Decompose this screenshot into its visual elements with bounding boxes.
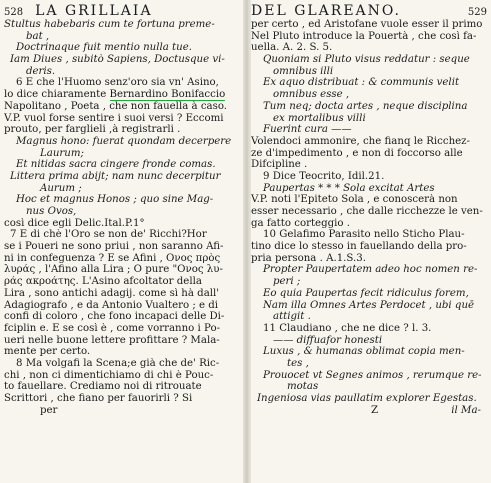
text-line: λυράς , l'Afino alla Lira ; O pure "Ονος λυ-	[4, 264, 223, 276]
text-line: Prouocet vt Segnes animos , rerumque re-	[263, 369, 482, 381]
right-page	[251, 3, 487, 416]
text-line: 11 Claudiano , che ne dice ? l. 3.	[263, 322, 432, 334]
text-line: V.P. noti l'Epiteto Sola , e conoscerà non	[251, 194, 458, 206]
text-line: V.P. vuol forse sentire i suoi versi ? Eccomi	[4, 112, 224, 124]
text-line: ni in confeguenza ? E se Afini , Ονος πρὸς	[4, 252, 221, 264]
text-line: Lira , sono antichi adagij. come sì hà dall'	[4, 287, 220, 299]
text-line: Iam Diues , subitò Sapiens, Doctusque vi-	[10, 54, 225, 66]
text-line: Quoniam si Pluto visus reddatur : seque	[263, 54, 470, 66]
text-line: Eo quia Paupertas fecit ridiculus forem,	[263, 287, 469, 299]
text-line: 9 Dice Teocrito, Idil.21.	[263, 170, 385, 182]
text-line: Tum neq; docta artes , neque disciplina	[263, 100, 468, 112]
left-running-title: LA GRILLAIA	[35, 3, 153, 19]
page-footer	[251, 405, 487, 417]
text-line: omnibus illi	[273, 65, 334, 77]
left-page-number: 528	[4, 7, 24, 18]
text-line: Stultus habebaris cum te fortuna preme-	[4, 19, 215, 30]
text-line: Hoc et magnus Honos ; quo sine Mag-	[16, 194, 214, 206]
text-line: peri ;	[273, 276, 301, 288]
text-line: Difcipline .	[251, 159, 308, 171]
text-line: Laurum;	[40, 147, 84, 159]
text-line: to fauellare. Crediamo noi di ritrouate	[4, 381, 202, 393]
text-line: Ingeniosa vias paullatim explorer Egestas.	[257, 393, 477, 404]
text-line: Aurum ;	[40, 182, 82, 194]
text-line: deris.	[26, 65, 56, 77]
text-line: 6 E che l'Huomo senz'oro sia vn' Asino,	[16, 77, 219, 89]
text-line: esser necessario , che dalle ricchezze le ven-	[251, 206, 483, 217]
highlighted-name: Delic.Ital.P.1°	[74, 217, 145, 229]
text-line: Et nitidas sacra cingere fronde comas.	[16, 159, 216, 171]
right-page-header	[251, 3, 487, 19]
text-line: pria persona . A.1.S.3.	[251, 252, 366, 264]
text-line: Luxus , & humanas oblimat copia men-	[263, 346, 465, 358]
text-segment: lo dice chiaramente	[4, 89, 110, 101]
text-line: 8 Ma volgafi la Scena;e già che de' Ric-	[16, 357, 220, 369]
text-line: —— diffuafor honesti	[273, 334, 383, 346]
text-line: Magnus hono: fuerat quondam decerpere	[16, 135, 232, 147]
text-line: fciplin e. E se così è , come vorranno i Po-	[4, 322, 221, 334]
text-line	[4, 89, 240, 101]
text-line: Nam illa Omnes Artes Perdocet , ubi quē	[263, 299, 475, 311]
text-line: ράς ακροάτης. L'Asino afcoltator della	[4, 276, 202, 288]
text-line: ueri nelle buone lettere profittare ? Mala-	[4, 334, 220, 346]
book-gutter	[243, 0, 251, 483]
text-line: per certo , ed Aristofane vuole esser il primo	[251, 19, 483, 30]
highlighted-name: Bernardino Bonifaccio	[109, 89, 226, 101]
text-line: Adagiografo , e da Antonio Vualtero ; e di	[4, 299, 219, 311]
text-line: tes ,	[287, 357, 309, 369]
text-line: tino dice lo stesso in fauellando della pro-	[251, 241, 467, 253]
left-page-header	[4, 3, 240, 19]
text-line: Littera prima abijt; nam nunc decerpitur	[10, 170, 221, 182]
left-page	[4, 3, 240, 416]
right-running-title: DEL GLAREANO.	[251, 3, 402, 19]
right-page-number: 529	[467, 7, 487, 18]
text-line: per	[40, 404, 58, 416]
catchword: il Ma-	[451, 404, 481, 416]
text-line: Fuerint cura ——	[263, 124, 352, 136]
text-line: Volendoci ammonire, che fianq le Ricchez-	[251, 135, 470, 147]
text-line: nus Ovos,	[26, 206, 77, 217]
text-line: chi , non ci dimentichiamo di chi è Pouc-	[4, 369, 214, 381]
text-line: se i Poueri ne sono priui , non saranno Afi-	[4, 241, 224, 253]
text-line: ze d'impedimento , e non di foccorso alle	[251, 147, 463, 159]
text-line	[4, 218, 240, 230]
text-line: Ex aquo distribuat : & communis velit	[263, 77, 460, 89]
text-line: Propter Paupertatem adeo hoc nomen re-	[263, 264, 478, 276]
text-line: Doctrinaque fuit mentio nulla tue.	[16, 42, 192, 54]
text-line: attigit .	[273, 311, 311, 323]
text-segment: così dice egli	[4, 217, 75, 229]
text-line: mente per certo.	[4, 346, 91, 358]
signature-mark: Z	[371, 404, 379, 416]
text-line: omnibus esse ,	[273, 89, 350, 101]
text-line: motas	[287, 381, 319, 393]
text-line: 7 E di chè l'Oro se non de' Ricchi?Hor	[10, 229, 207, 241]
text-line: uella. A. 2. S. 5.	[251, 42, 333, 54]
left-page-body	[4, 19, 240, 416]
text-line: confi di coloro , che fono incapaci delle Di-	[4, 311, 225, 323]
text-line: Nel Pluto introduce la Pouertà , che così fa-	[251, 30, 477, 42]
right-page-body	[251, 19, 487, 405]
text-line: Scrittori , che fiano per fauorirli ? Si	[4, 393, 193, 404]
text-line: ex mortalibus villi	[273, 112, 366, 124]
text-line: Paupertas * * * Sola excitat Artes	[263, 182, 435, 194]
text-line: bat ,	[26, 30, 50, 42]
text-line: Napolitano , Poeta , che non fauella à caso.	[4, 100, 228, 112]
text-line: prouto, per farglieli ,à registrarli .	[4, 124, 181, 136]
text-line: 10 Gelafimo Parasito nello Sticho Plau-	[263, 229, 465, 241]
text-line: ga fatto corteggio .	[251, 217, 350, 229]
